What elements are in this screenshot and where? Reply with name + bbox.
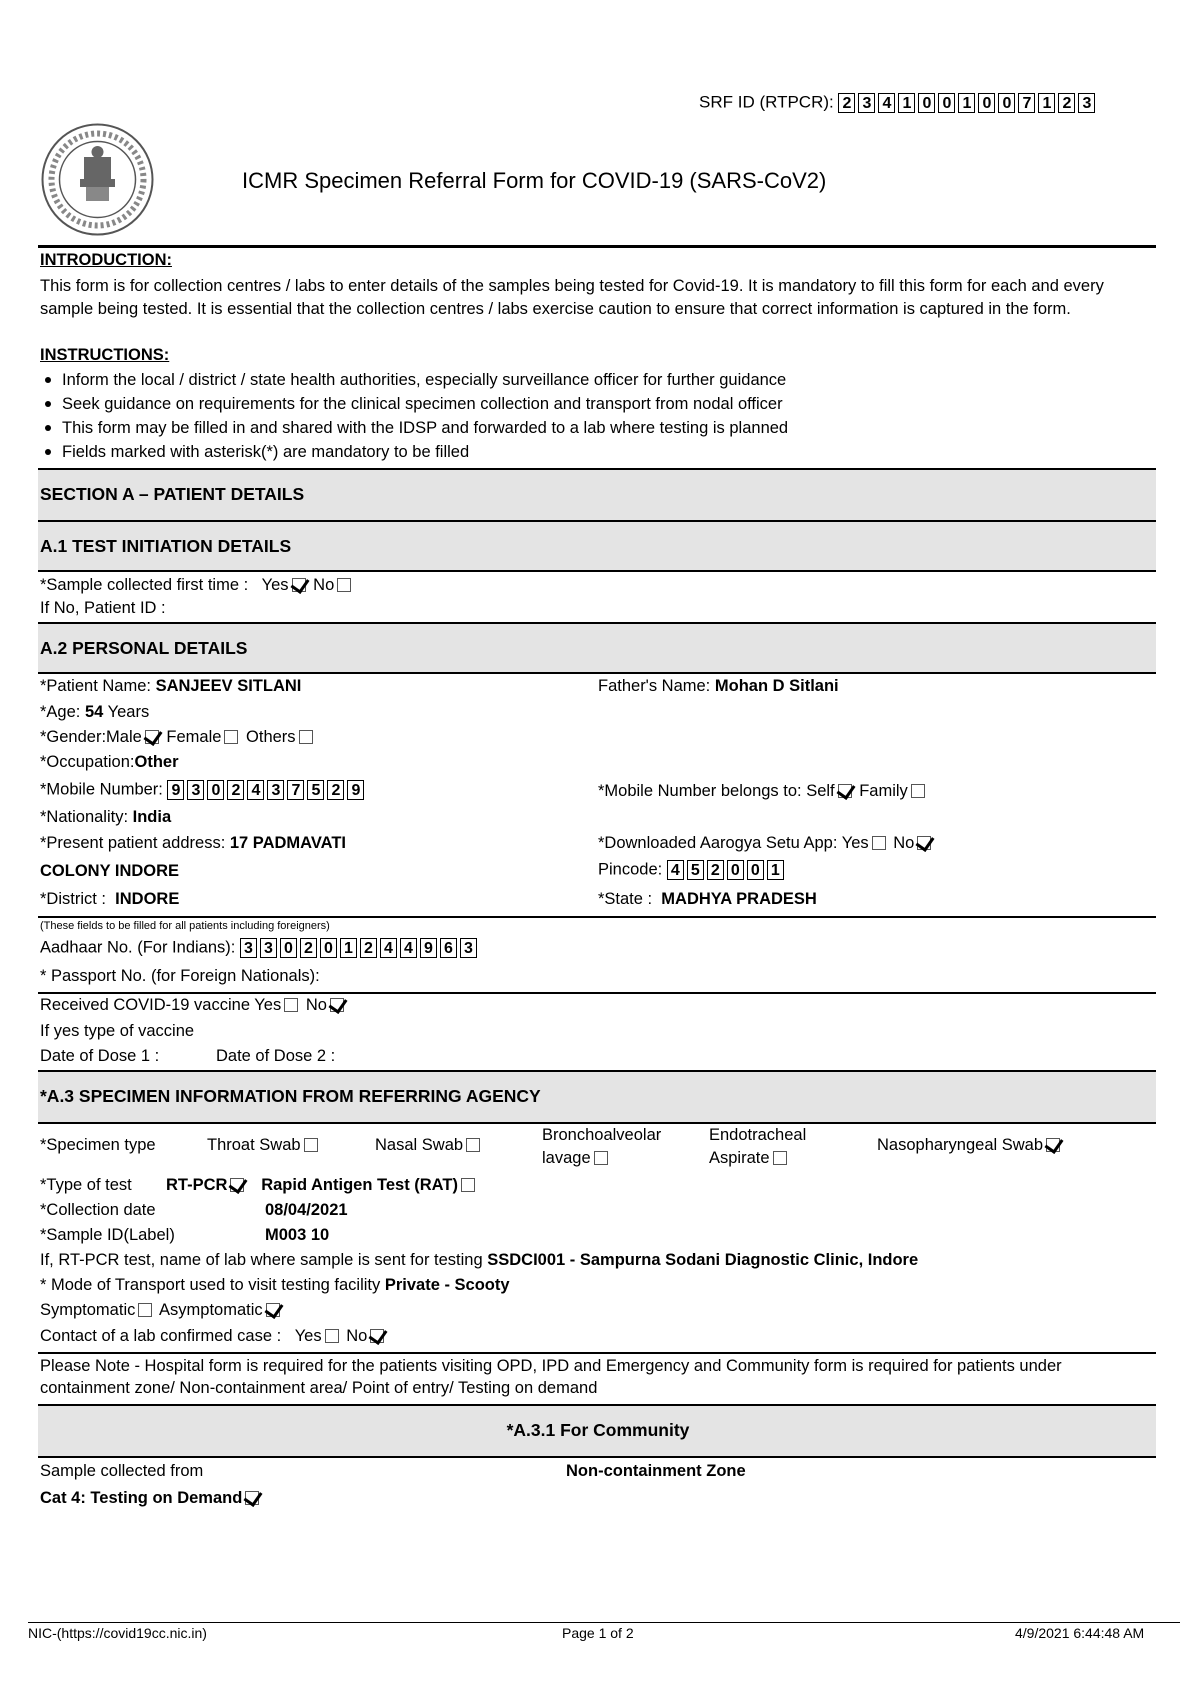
aarogya-yes-checkbox[interactable] bbox=[872, 836, 886, 850]
broncho-option bbox=[542, 1124, 661, 1170]
passport-label: * Passport No. (for Foreign Nationals): bbox=[40, 967, 320, 985]
test-type-label: *Type of test bbox=[40, 1176, 132, 1194]
father-name-row bbox=[598, 677, 839, 696]
father-name-label: Father's Name: bbox=[598, 677, 711, 695]
footer-left: NIC-(https://covid19cc.nic.in) bbox=[28, 1625, 207, 1641]
dose1-label: Date of Dose 1 : bbox=[40, 1047, 160, 1065]
digit-box: 9 bbox=[420, 938, 437, 958]
naso-option bbox=[877, 1136, 1063, 1155]
a1-divider bbox=[38, 570, 1156, 572]
a2-divider bbox=[38, 672, 1156, 674]
throat-swab-option bbox=[207, 1136, 321, 1155]
occupation-label: *Occupation: bbox=[40, 753, 135, 771]
address-line2: COLONY INDORE bbox=[40, 862, 180, 880]
digit-box: 7 bbox=[1018, 93, 1035, 113]
vaccine-type-label: If yes type of vaccine bbox=[40, 1022, 195, 1040]
district-row bbox=[40, 890, 179, 909]
category-row bbox=[40, 1489, 262, 1508]
rtpcr-checkbox[interactable] bbox=[230, 1178, 244, 1192]
collection-date-label: *Collection date bbox=[40, 1201, 156, 1219]
age-unit: Years bbox=[107, 703, 150, 721]
district-label: *District : bbox=[40, 890, 106, 908]
patient-id-label: If No, Patient ID : bbox=[40, 599, 166, 617]
instructions-heading: INSTRUCTIONS: bbox=[40, 346, 170, 364]
gender-row bbox=[40, 728, 316, 747]
section-a-header: SECTION A – PATIENT DETAILS bbox=[38, 468, 1156, 520]
occupation-row bbox=[40, 753, 179, 772]
digit-box: 2 bbox=[227, 780, 244, 800]
digit-box: 9 bbox=[347, 780, 364, 800]
contact-yes-label: Yes bbox=[294, 1327, 322, 1345]
a2-header: A.2 PERSONAL DETAILS bbox=[38, 622, 1156, 672]
symptomatic-label: Symptomatic bbox=[40, 1301, 136, 1319]
footer-rule bbox=[28, 1622, 1180, 1623]
instruction-item: Fields marked with asterisk(*) are mandatory to be filled bbox=[40, 440, 788, 464]
patient-name-row bbox=[40, 677, 301, 696]
digit-box: 1 bbox=[898, 93, 915, 113]
category-label: Cat 4: Testing on Demand bbox=[40, 1489, 243, 1507]
form-title: ICMR Specimen Referral Form for COVID-19 (SARS-CoV2) bbox=[242, 168, 827, 193]
first-time-yes-label: Yes bbox=[261, 576, 289, 594]
digit-box: 1 bbox=[767, 860, 784, 880]
collection-date-value: 08/04/2021 bbox=[265, 1201, 348, 1219]
digit-box: 4 bbox=[380, 938, 397, 958]
state-label: *State : bbox=[598, 890, 653, 908]
occupation-value: Other bbox=[134, 753, 179, 771]
instruction-item: Inform the local / district / state health authorities, especially surveillance officer for further guidance bbox=[40, 368, 788, 392]
digit-box: 0 bbox=[320, 938, 337, 958]
transport-label: * Mode of Transport used to visit testing facility bbox=[40, 1276, 381, 1294]
patient-name-label: *Patient Name: bbox=[40, 677, 151, 695]
digit-box: 0 bbox=[747, 860, 764, 880]
digit-box: 3 bbox=[1078, 93, 1095, 113]
instruction-item: This form may be filled in and shared with the IDSP and forwarded to a lab where testing is planned bbox=[40, 416, 788, 440]
srf-id-label: SRF ID (RTPCR): bbox=[699, 92, 834, 112]
contact-no-label: No bbox=[346, 1327, 368, 1345]
srf-id-digits bbox=[838, 93, 1098, 113]
nasal-swab-label: Nasal Swab bbox=[375, 1136, 464, 1154]
mobile-row bbox=[40, 780, 367, 800]
digit-box: 2 bbox=[327, 780, 344, 800]
aarogya-no-label: No bbox=[893, 834, 915, 852]
collected-from-label: Sample collected from bbox=[40, 1462, 204, 1480]
digit-box: 7 bbox=[287, 780, 304, 800]
patient-name-value: SANJEEV SITLANI bbox=[155, 677, 302, 695]
pincode-digits bbox=[667, 860, 787, 880]
digit-box: 9 bbox=[167, 780, 184, 800]
digit-box: 2 bbox=[707, 860, 724, 880]
aadhaar-divider bbox=[38, 916, 1156, 918]
gender-male-label: *Gender:Male bbox=[40, 728, 142, 746]
mobile-label: *Mobile Number: bbox=[40, 780, 163, 799]
address-label: *Present patient address: bbox=[40, 834, 226, 852]
specimen-type-label: *Specimen type bbox=[40, 1136, 156, 1154]
contact-row bbox=[40, 1327, 387, 1346]
footer-timestamp: 4/9/2021 6:44:48 AM bbox=[1015, 1625, 1145, 1641]
first-time-no-checkbox[interactable] bbox=[337, 578, 351, 592]
gender-others-checkbox[interactable] bbox=[299, 730, 313, 744]
note-divider bbox=[38, 1352, 1156, 1354]
digit-box: 1 bbox=[1038, 93, 1055, 113]
rat-checkbox[interactable] bbox=[461, 1178, 475, 1192]
a3-header: *A.3 SPECIMEN INFORMATION FROM REFERRING AGENCY bbox=[38, 1070, 1156, 1122]
digit-box: 6 bbox=[440, 938, 457, 958]
digit-box: 5 bbox=[307, 780, 324, 800]
address-line1: 17 PADMAVATI bbox=[229, 834, 346, 852]
rtpcr-label: RT-PCR bbox=[166, 1176, 228, 1194]
test-type-options bbox=[166, 1176, 478, 1195]
first-time-label: *Sample collected first time : bbox=[40, 576, 249, 594]
symptomatic-checkbox[interactable] bbox=[138, 1303, 152, 1317]
category-checkbox[interactable] bbox=[245, 1491, 259, 1505]
broncho-label-line1: Bronchoalveolar bbox=[542, 1126, 662, 1144]
digit-box: 4 bbox=[400, 938, 417, 958]
rat-label: Rapid Antigen Test (RAT) bbox=[261, 1176, 458, 1194]
mobile-self-checkbox[interactable] bbox=[838, 784, 852, 798]
contact-no-checkbox[interactable] bbox=[370, 1329, 384, 1343]
title-divider bbox=[38, 245, 1156, 248]
lab-row bbox=[40, 1251, 918, 1270]
hospital-note: Please Note - Hospital form is required for the patients visiting OPD, IPD and Emergency and Community form is required for patients under containment zone/ Non-containment area/ Point of entry/ Testing on demand bbox=[40, 1357, 1062, 1397]
endo-label-line2: Aspirate bbox=[709, 1149, 770, 1167]
asymptomatic-checkbox[interactable] bbox=[266, 1303, 280, 1317]
age-value: 54 bbox=[84, 703, 104, 721]
vaccine-divider bbox=[38, 992, 1156, 994]
sample-id-label: *Sample ID(Label) bbox=[40, 1226, 175, 1244]
digit-box: 0 bbox=[978, 93, 995, 113]
state-row bbox=[598, 890, 817, 909]
age-row bbox=[40, 703, 149, 722]
foreign-note: (These fields to be filled for all patients including foreigners) bbox=[40, 920, 330, 932]
father-name-value: Mohan D Sitlani bbox=[714, 677, 839, 695]
aarogya-row bbox=[598, 834, 934, 853]
pincode-label: Pincode: bbox=[598, 860, 663, 879]
mobile-belongs-row bbox=[598, 782, 928, 801]
instruction-item: Seek guidance on requirements for the clinical specimen collection and transport from nodal officer bbox=[40, 392, 788, 416]
digit-box: 2 bbox=[838, 93, 855, 113]
transport-value: Private - Scooty bbox=[384, 1276, 510, 1294]
vaccine-row bbox=[40, 996, 347, 1015]
digit-box: 5 bbox=[687, 860, 704, 880]
digit-box: 1 bbox=[340, 938, 357, 958]
contact-label: Contact of a lab confirmed case : bbox=[40, 1327, 282, 1345]
gender-female-checkbox[interactable] bbox=[224, 730, 238, 744]
digit-box: 3 bbox=[460, 938, 477, 958]
throat-swab-label: Throat Swab bbox=[207, 1136, 301, 1154]
instructions-list bbox=[40, 368, 788, 464]
pincode-row bbox=[598, 860, 787, 880]
mobile-family-label: Family bbox=[859, 782, 908, 800]
vaccine-label: Received COVID-19 vaccine Yes bbox=[40, 996, 282, 1014]
digit-box: 0 bbox=[938, 93, 955, 113]
mobile-family-checkbox[interactable] bbox=[911, 784, 925, 798]
address-row bbox=[40, 834, 346, 853]
digit-box: 3 bbox=[187, 780, 204, 800]
gender-others-label: Others bbox=[246, 728, 296, 746]
digit-box: 4 bbox=[667, 860, 684, 880]
broncho-checkbox[interactable] bbox=[594, 1151, 608, 1165]
aarogya-label: *Downloaded Aarogya Setu App: Yes bbox=[598, 834, 869, 852]
mobile-digits bbox=[167, 780, 367, 800]
first-time-no-label: No bbox=[313, 576, 335, 594]
a31-header: *A.3.1 For Community bbox=[38, 1404, 1156, 1456]
first-time-yes-checkbox[interactable] bbox=[292, 578, 306, 592]
nasal-swab-checkbox[interactable] bbox=[466, 1138, 480, 1152]
digit-box: 0 bbox=[918, 93, 935, 113]
nationality-row bbox=[40, 808, 171, 827]
digit-box: 3 bbox=[858, 93, 875, 113]
gender-male-checkbox[interactable] bbox=[145, 730, 159, 744]
digit-box: 1 bbox=[958, 93, 975, 113]
digit-box: 0 bbox=[727, 860, 744, 880]
nationality-label: *Nationality: bbox=[40, 808, 129, 826]
srf-id bbox=[699, 92, 1098, 113]
a31-divider bbox=[38, 1456, 1156, 1458]
first-time-row bbox=[40, 573, 354, 597]
symptom-row bbox=[40, 1301, 283, 1320]
footer-page: Page 1 of 2 bbox=[562, 1625, 634, 1641]
sample-id-value: M003 10 bbox=[265, 1226, 330, 1244]
broncho-label-line2: lavage bbox=[542, 1149, 591, 1167]
digit-box: 3 bbox=[267, 780, 284, 800]
digit-box: 0 bbox=[998, 93, 1015, 113]
nasal-swab-option bbox=[375, 1136, 483, 1155]
endo-label-line1: Endotracheal bbox=[709, 1126, 807, 1144]
endo-checkbox[interactable] bbox=[773, 1151, 787, 1165]
digit-box: 3 bbox=[260, 938, 277, 958]
aadhaar-label: Aadhaar No. (For Indians): bbox=[40, 938, 236, 957]
digit-box: 0 bbox=[207, 780, 224, 800]
contact-yes-checkbox[interactable] bbox=[325, 1329, 339, 1343]
aadhaar-row bbox=[40, 938, 480, 958]
collected-from-value: Non-containment Zone bbox=[566, 1462, 746, 1480]
age-label: *Age: bbox=[40, 703, 81, 721]
digit-box: 2 bbox=[360, 938, 377, 958]
vaccine-yes-checkbox[interactable] bbox=[284, 998, 298, 1012]
vaccine-no-checkbox[interactable] bbox=[330, 998, 344, 1012]
vaccine-no-label: No bbox=[305, 996, 327, 1014]
gender-female-label: Female bbox=[166, 728, 222, 746]
throat-swab-checkbox[interactable] bbox=[304, 1138, 318, 1152]
digit-box: 4 bbox=[247, 780, 264, 800]
lab-name: SSDCI001 - Sampurna Sodani Diagnostic Clinic, Indore bbox=[487, 1251, 919, 1269]
digit-box: 3 bbox=[240, 938, 257, 958]
naso-label: Nasopharyngeal Swab bbox=[877, 1136, 1044, 1154]
mobile-belongs-label: *Mobile Number belongs to: Self bbox=[598, 782, 835, 800]
lab-label: If, RT-PCR test, name of lab where sample is sent for testing bbox=[40, 1251, 483, 1269]
aadhaar-digits bbox=[240, 938, 480, 958]
dose2-label: Date of Dose 2 : bbox=[216, 1047, 336, 1065]
a1-header: A.1 TEST INITIATION DETAILS bbox=[38, 520, 1156, 570]
state-value: MADHYA PRADESH bbox=[661, 890, 817, 908]
endo-option bbox=[709, 1124, 806, 1170]
naso-checkbox[interactable] bbox=[1046, 1138, 1060, 1152]
nationality-value: India bbox=[132, 808, 172, 826]
intro-text: This form is for collection centres / labs to enter details of the samples being tested for Covid-19. It is mandatory to fill this form for each and every sample being tested. It is essential that the collection centres / labs exercise caution to ensure that correct information is captured in the form. bbox=[40, 277, 1104, 318]
aarogya-no-checkbox[interactable] bbox=[917, 836, 931, 850]
digit-box: 4 bbox=[878, 93, 895, 113]
icmr-logo bbox=[40, 122, 155, 237]
intro-heading: INTRODUCTION: bbox=[40, 251, 172, 269]
district-value: INDORE bbox=[115, 890, 180, 908]
digit-box: 0 bbox=[280, 938, 297, 958]
asymptomatic-label: Asymptomatic bbox=[159, 1301, 263, 1319]
transport-row bbox=[40, 1276, 510, 1295]
digit-box: 2 bbox=[300, 938, 317, 958]
digit-box: 2 bbox=[1058, 93, 1075, 113]
